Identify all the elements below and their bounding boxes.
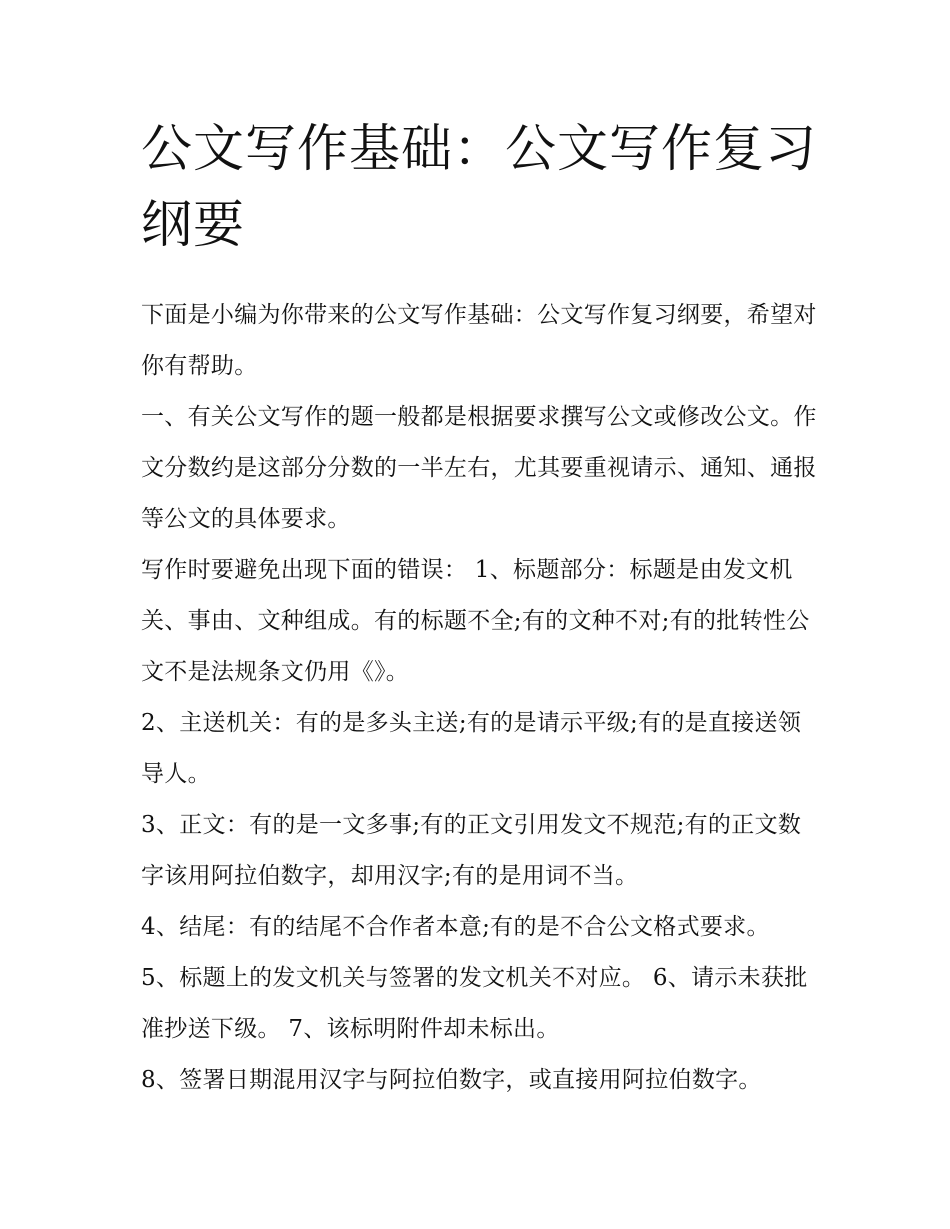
errors-title-paragraph: 写作时要避免出现下面的错误： 1、标题部分：标题是由发文机关、事由、文种组成。有的标题不全;有的文种不对;有的批转性公文不是法规条文仍用《》。 — [141, 557, 810, 685]
intro-paragraph: 下面是小编为你带来的公文写作基础：公文写作复习纲要，希望对你有帮助。 — [141, 302, 817, 379]
section-one-paragraph: 一、有关公文写作的题一般都是根据要求撰写公文或修改公文。作文分数约是这部分分数的一半左右，尤其要重视请示、通知、通报等公文的具体要求。 — [141, 404, 817, 532]
errors-date-paragraph: 8、签署日期混用汉字与阿拉伯数字，或直接用阿拉伯数字。 — [141, 1067, 762, 1093]
errors-ending-paragraph: 4、结尾：有的结尾不合作者本意;有的是不合公文格式要求。 — [141, 914, 770, 940]
document-page — [141, 112, 821, 1106]
document-title: 公文写作基础：公文写作复习纲要 — [141, 120, 818, 255]
errors-misc-paragraph: 5、标题上的发文机关与签署的发文机关不对应。 6、请示未获批准抄送下级。 7、该标明附件却未标出。 — [141, 965, 808, 1042]
errors-recipient-paragraph: 2、主送机关：有的是多头主送;有的是请示平级;有的是直接送领导人。 — [141, 710, 802, 787]
errors-body-paragraph: 3、正文：有的是一文多事;有的正文引用发文不规范;有的正文数字该用阿拉伯数字，却用汉字;有的是用词不当。 — [141, 812, 802, 889]
